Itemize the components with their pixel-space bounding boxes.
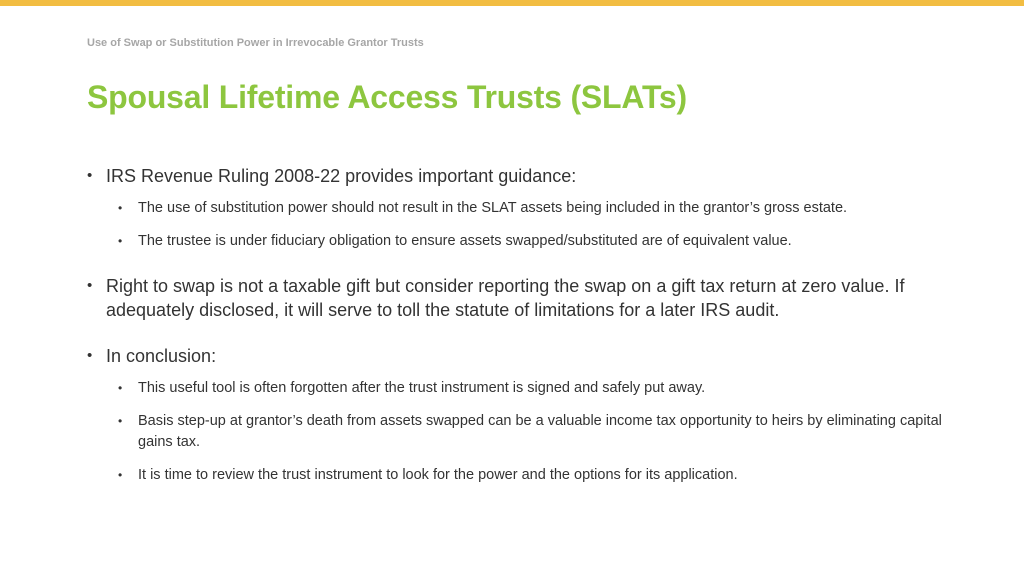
sub-bullet-text: Basis step-up at grantor’s death from assets swapped can be a valuable income tax opportunity to heirs by eliminating capital gains tax. [138,413,942,450]
bullet-dot-icon: • [87,277,93,294]
bullet-text: Right to swap is not a taxable gift but consider reporting the swap on a gift tax return at zero value. If adequately disclosed, it will serve to toll the statute of limitations for a later IRS audit. [106,276,905,320]
sub-bullet-text: The trustee is under fiduciary obligation to ensure assets swapped/substituted are of equivalent value. [138,233,792,249]
top-accent-bar [0,0,1024,6]
bullet-dot-icon: • [118,234,123,248]
sub-bullet-text: This useful tool is often forgotten after the trust instrument is signed and safely put away. [138,380,706,396]
bullet-dot-icon: • [118,414,123,428]
sub-bullet-text: It is time to review the trust instrument to look for the power and the options for its application. [138,467,738,483]
slide-body [87,164,967,498]
bullet-dot-icon: • [87,347,93,364]
bullet-dot-icon: • [118,201,123,215]
sub-bullet-item [87,231,967,252]
sub-bullet-item [87,378,967,399]
bullet-item [87,274,967,322]
bullet-dot-icon: • [118,468,123,482]
sub-bullet-item [87,198,967,219]
bullet-text: IRS Revenue Ruling 2008-22 provides important guidance: [106,166,577,186]
sub-bullet-text: The use of substitution power should not result in the SLAT assets being included in the grantor’s gross estate. [138,200,848,216]
bullet-item [87,344,967,368]
bullet-dot-icon: • [118,381,123,395]
bullet-text: In conclusion: [106,346,217,366]
sub-bullet-item [87,411,967,453]
slide-subtitle: Use of Swap or Substitution Power in Irrevocable Grantor Trusts [87,37,424,49]
bullet-item [87,164,967,188]
bullet-dot-icon: • [87,167,93,184]
slide-title: Spousal Lifetime Access Trusts (SLATs) [87,79,687,115]
sub-bullet-item [87,465,967,486]
